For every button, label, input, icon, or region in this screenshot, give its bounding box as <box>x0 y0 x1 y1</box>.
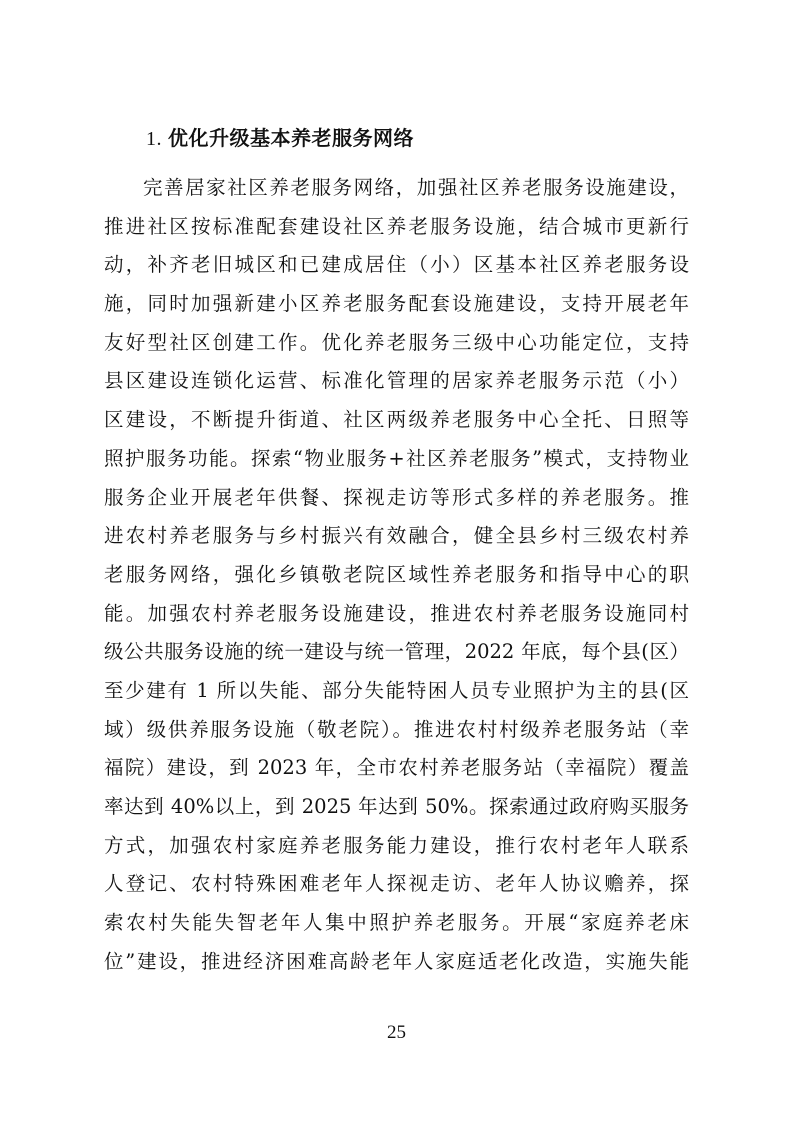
paragraph-line: 人登记、农村特殊困难老年人探视走访、老年人协议赡养，探 <box>104 872 689 896</box>
paragraph-line: 级公共服务设施的统一建设与统一管理，2022 年底，每个县(区） <box>104 640 689 664</box>
paragraph-line: 率达到 40%以上，到 2025 年达到 50%。探索通过政府购买服务 <box>104 795 689 818</box>
paragraph-line: 友好型社区创建工作。优化养老服务三级中心功能定位，支持 <box>104 330 689 354</box>
paragraph-line: 能。加强农村养老服务设施建设，推进农村养老服务设施同村 <box>104 601 689 625</box>
body-paragraph <box>104 169 689 981</box>
paragraph-line: 索农村失能失智老年人集中照护养老服务。开展“家庭养老床 <box>104 911 689 935</box>
paragraph-line: 位”建设，推进经济困难高龄老年人家庭适老化改造，实施失能 <box>104 949 689 973</box>
paragraph-line: 推进社区按标准配套建设社区养老服务设施，结合城市更新行 <box>104 214 689 238</box>
paragraph-line: 区建设，不断提升街道、社区两级养老服务中心全托、日照等 <box>104 408 689 432</box>
paragraph-line: 服务企业开展老年供餐、探视走访等形式多样的养老服务。推 <box>104 485 689 509</box>
paragraph-line: 照护服务功能。探索“物业服务+社区养老服务”模式，支持物业 <box>104 446 689 470</box>
paragraph-line: 施，同时加强新建小区养老服务配套设施建设，支持开展老年 <box>104 292 689 316</box>
paragraph-line: 进农村养老服务与乡村振兴有效融合，健全县乡村三级农村养 <box>104 524 689 548</box>
section-title: 优化升级基本养老服务网络 <box>168 126 414 150</box>
paragraph-line: 域）级供养服务设施（敬老院）。推进农村村级养老服务站（幸 <box>104 717 689 741</box>
section-number: 1. <box>146 128 162 150</box>
paragraph-line: 县区建设连锁化运营、标准化管理的居家养老服务示范（小） <box>104 369 689 393</box>
paragraph-line: 至少建有 1 所以失能、部分失能特困人员专业照护为主的县(区 <box>104 678 689 702</box>
paragraph-line: 完善居家社区养老服务网络，加强社区养老服务设施建设， <box>143 176 689 199</box>
paragraph-line: 动，补齐老旧城区和已建成居住（小）区基本社区养老服务设 <box>104 253 689 277</box>
paragraph-line: 方式，加强农村家庭养老服务能力建设，推行农村老年人联系 <box>104 833 689 857</box>
paragraph-line: 老服务网络，强化乡镇敬老院区域性养老服务和指导中心的职 <box>104 562 689 586</box>
paragraph-line: 福院）建设，到 2023 年，全市农村养老服务站（幸福院）覆盖 <box>104 756 689 780</box>
page-number: 25 <box>387 1022 406 1043</box>
section-heading <box>146 121 414 156</box>
